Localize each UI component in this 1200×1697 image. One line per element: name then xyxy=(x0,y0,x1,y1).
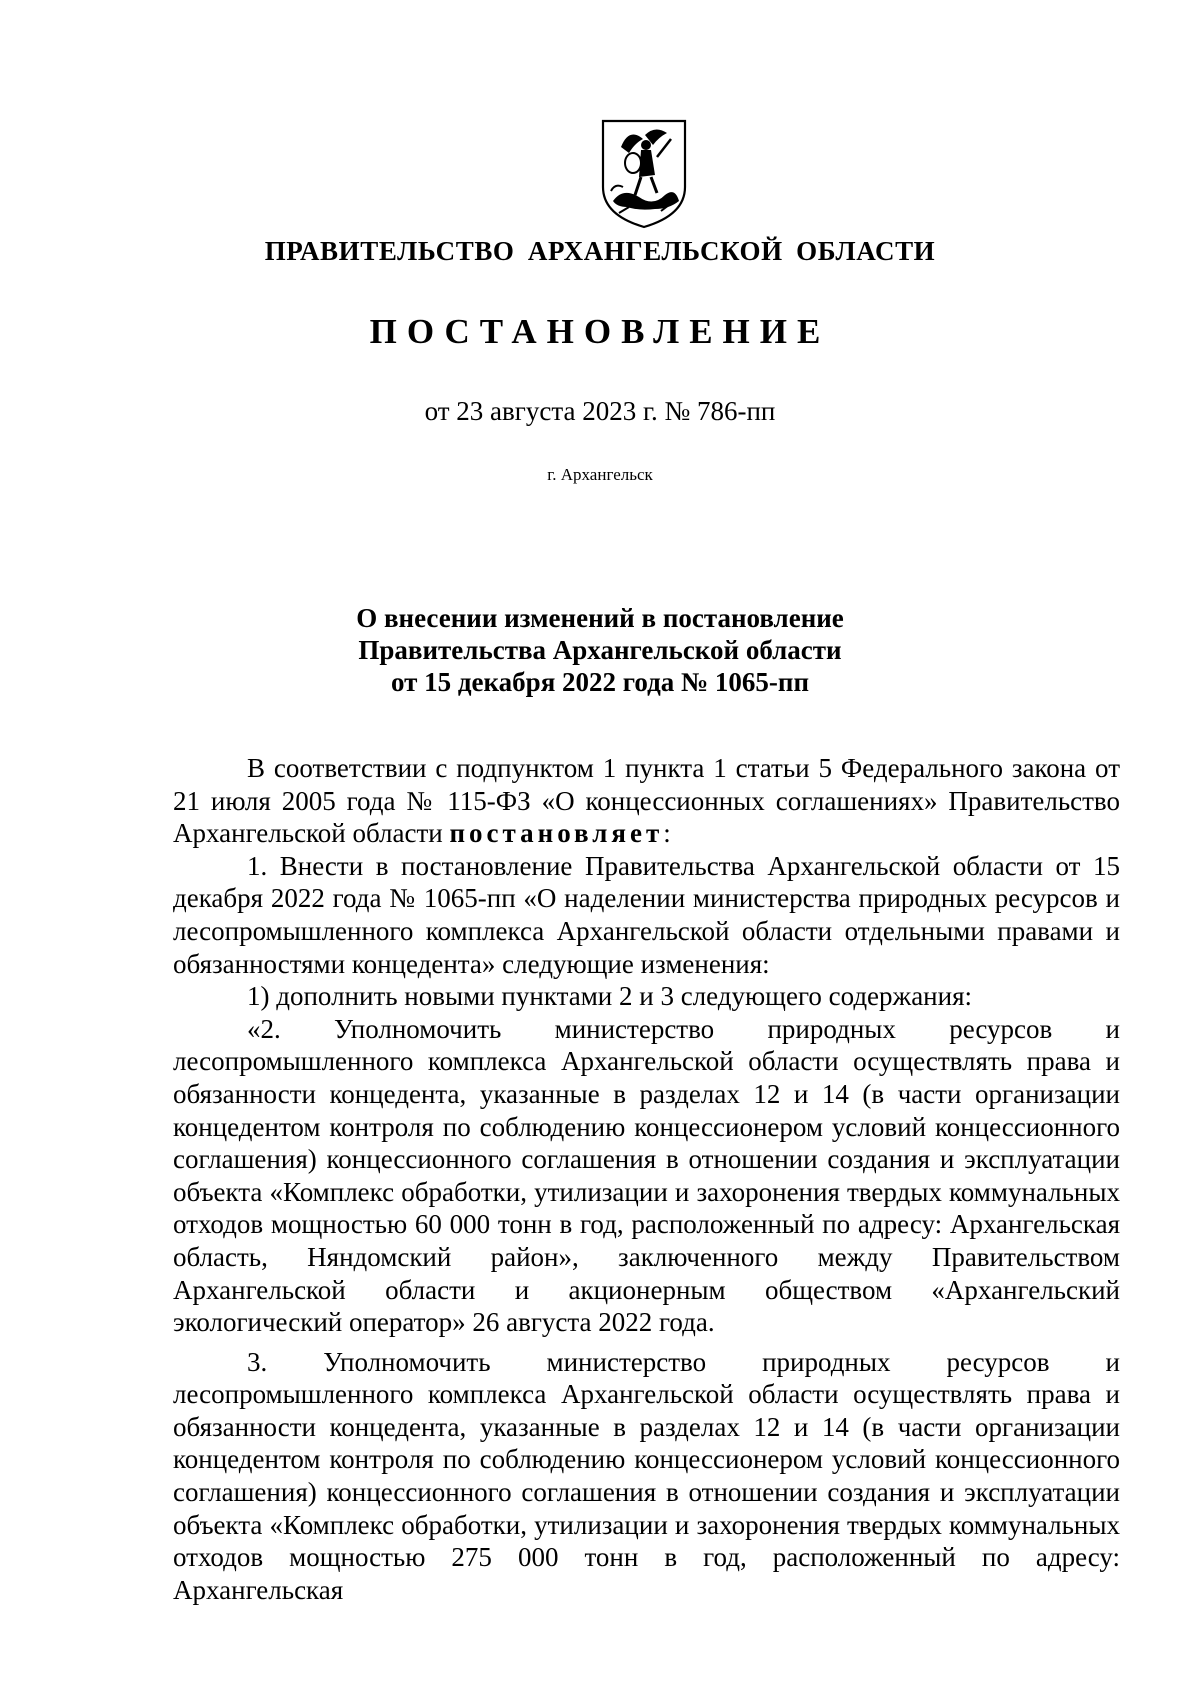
subitem-1-paragraph: 1) дополнить новыми пунктами 2 и 3 следующего содержания: xyxy=(247,981,972,1012)
preamble-verb: постановляет xyxy=(449,818,664,849)
document-type: ПОСТАНОВЛЕНИЕ xyxy=(369,312,831,351)
arkhangelsk-coat-of-arms-icon xyxy=(599,117,689,229)
document-body xyxy=(173,752,1120,1606)
preamble-paragraph xyxy=(173,752,1120,850)
item-1-paragraph: 1. Внести в постановление Правительства Архангельской области от 15 декабря 2022 года № 1065-пп «О наделении министерства природных ресурсов и лесопромышленного комплекса Архангельской области отдельными правами и обязанностями концедента» следующие изменения: xyxy=(173,850,1120,979)
document-title xyxy=(0,602,1200,698)
preamble-text: В соответствии с подпунктом 1 пункта 1 статьи 5 Федерального закона от 21 июля 2005 года № 115-ФЗ «О концессионных соглашениях» Правительство Архангельской области xyxy=(173,753,1120,849)
title-line-2: Правительства Архангельской области xyxy=(358,635,842,665)
preamble-end: : xyxy=(663,818,671,849)
document-date-number: от 23 августа 2023 г. № 786-пп xyxy=(424,396,776,426)
point-3-paragraph: 3. Уполномочить министерство природных ресурсов и лесопромышленного комплекса Архангельской области осуществлять права и обязанности концедента, указанные в разделах 12 и 14 (в части организации концедентом контроля по соблюдению концессионером условий концессионного соглашения) концессионного соглашения в отношении создания и эксплуатации объекта «Комплекс обработки, утилизации и захоронения твердых коммунальных отходов мощностью 275 000 тонн в год, расположенный по адресу: Архангельская xyxy=(173,1346,1120,1605)
title-line-1: О внесении изменений в постановление xyxy=(356,603,844,633)
paragraph-gap xyxy=(173,1339,1120,1346)
point-2-paragraph: «2. Уполномочить министерство природных ресурсов и лесопромышленного комплекса Архангельской области осуществлять права и обязанности концедента, указанные в разделах 12 и 14 (в части организации концедентом контроля по соблюдению концессионером условий концессионного соглашения) концессионного соглашения в отношении создания и эксплуатации объекта «Комплекс обработки, утилизации и захоронения твердых коммунальных отходов мощностью 60 000 тонн в год, расположенный по адресу: Архангельская область, Няндомский район», заключенного между Правительством Архангельской области и акционерным обществом «Архангельский экологический оператор» 26 августа 2022 года. xyxy=(173,1013,1120,1338)
title-line-3: от 15 декабря 2022 года № 1065-пп xyxy=(390,667,810,697)
government-name: ПРАВИТЕЛЬСТВО АРХАНГЕЛЬСКОЙ ОБЛАСТИ xyxy=(264,236,936,266)
document-city: г. Архангельск xyxy=(547,465,653,484)
